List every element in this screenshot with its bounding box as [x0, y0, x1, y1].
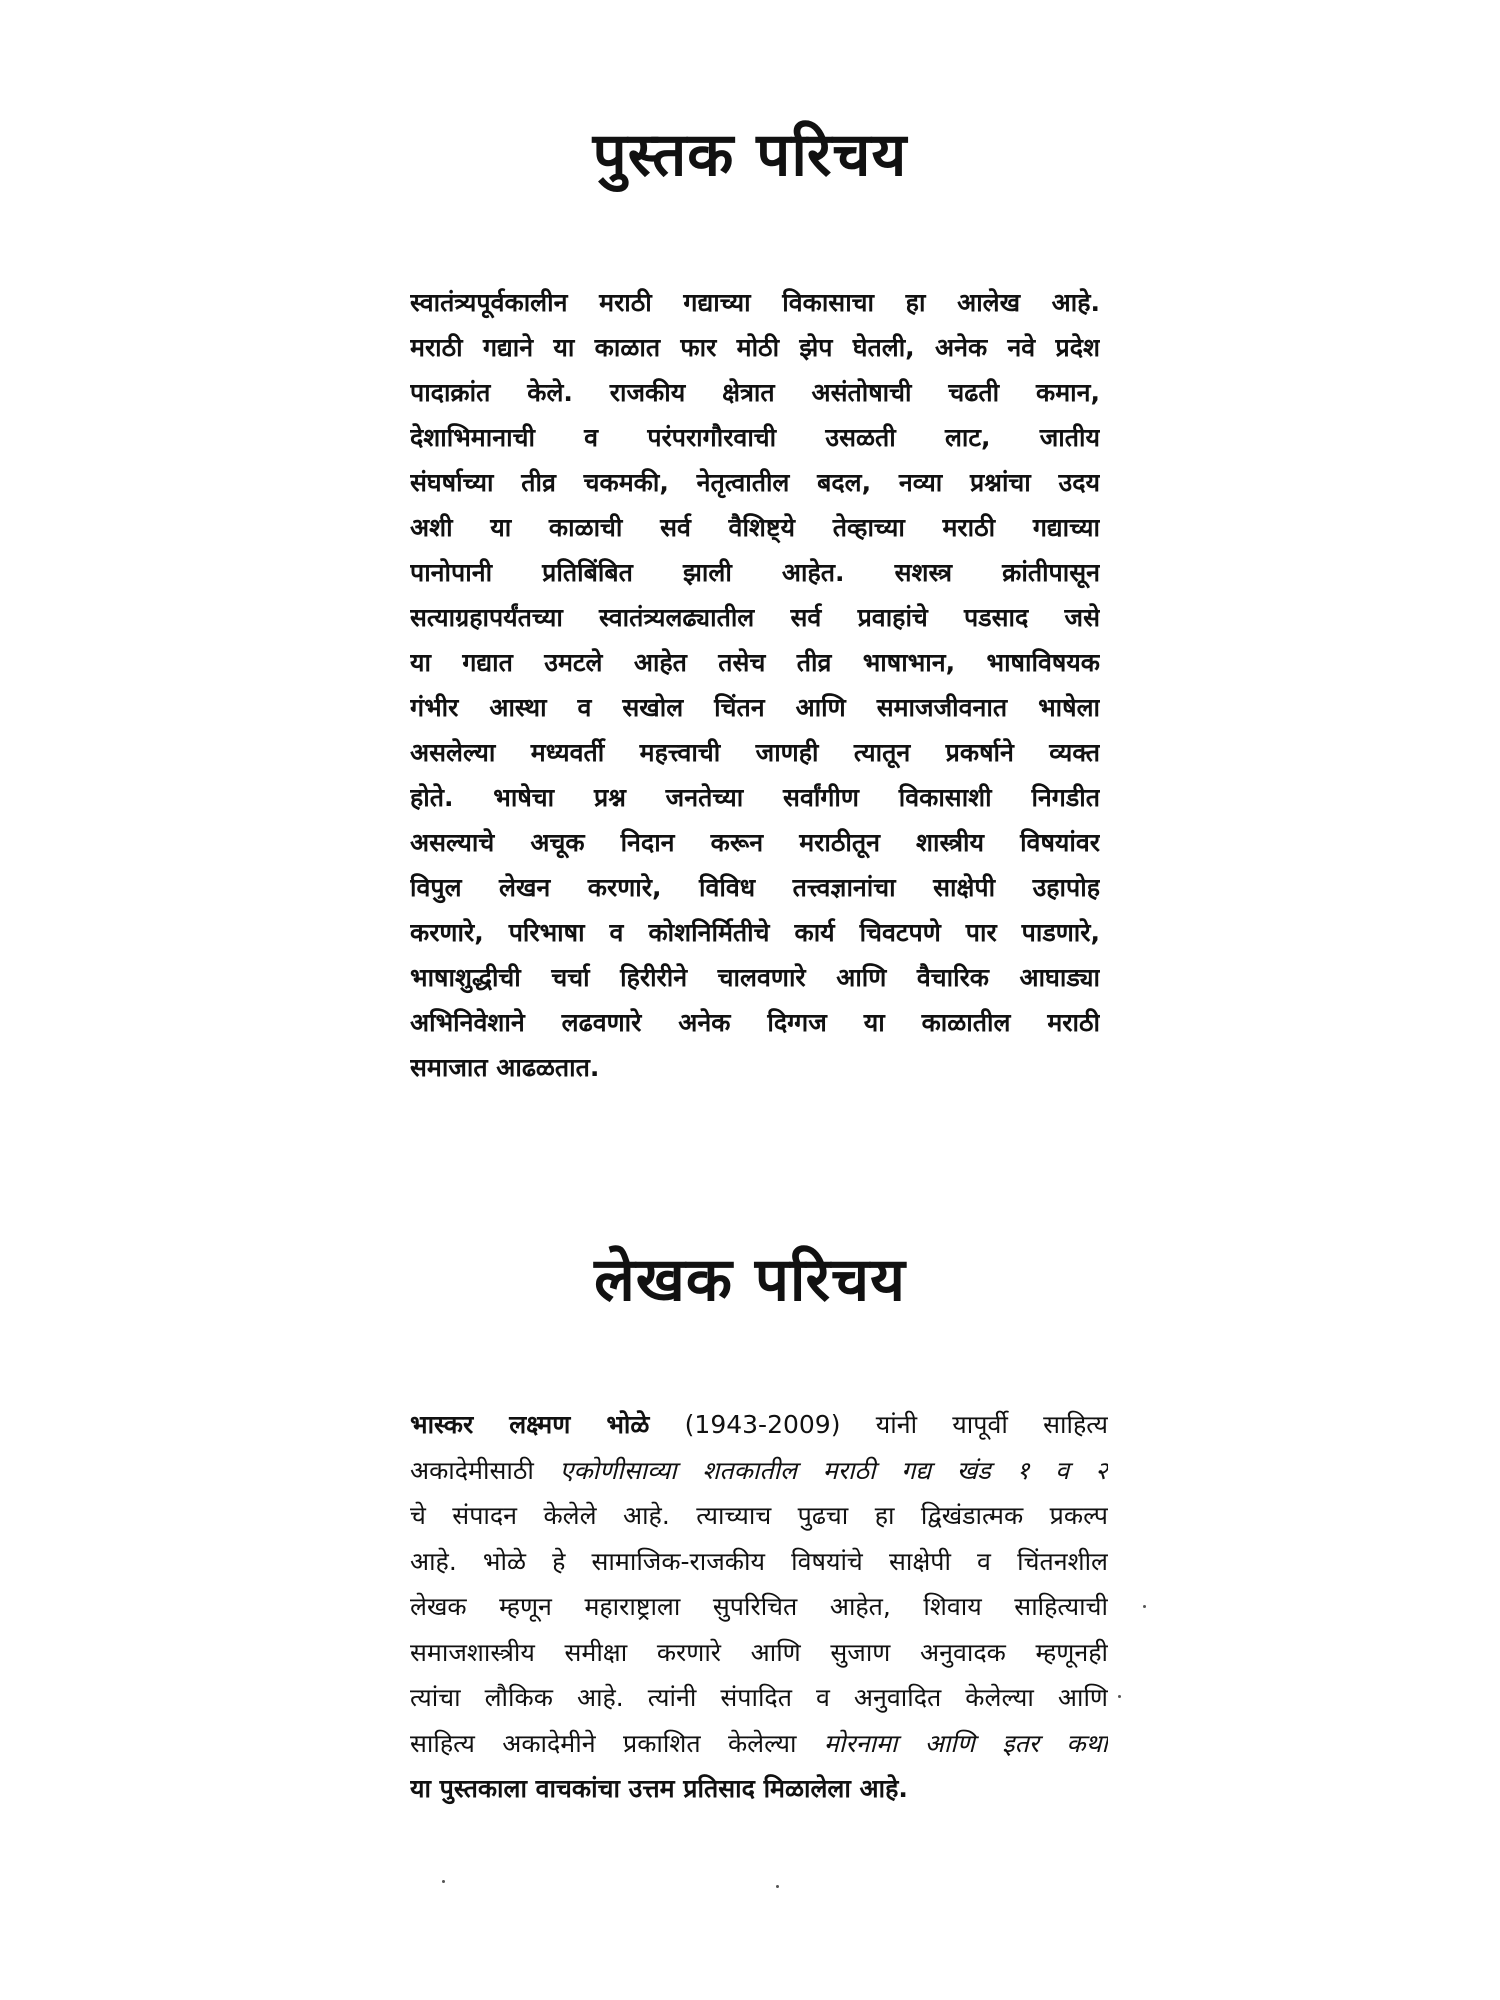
- author-intro-line: [410, 1721, 1108, 1767]
- author-intro-heading: लेखक परिचय: [594, 1245, 906, 1315]
- author-intro-text: अकादेमीसाठी: [410, 1455, 560, 1485]
- book-intro-heading: पुस्तक परिचय: [592, 120, 908, 190]
- book-intro-line: करणारे, परिभाषा व कोशनिर्मितीचे कार्य चिवटपणे पार पाडणारे,: [410, 918, 1100, 947]
- book-title-italic: एकोणीसाव्या शतकातील मराठी गद्य खंड १ व २: [559, 1455, 1108, 1485]
- book-intro-line: सत्याग्रहापर्यंतच्या स्वातंत्र्यलढ्यातील सर्व प्रवाहांचे पडसाद जसे: [410, 603, 1100, 632]
- book-intro-line: देशाभिमानाची व परंपरागौरवाची उसळती लाट, जातीय: [410, 423, 1100, 452]
- book-intro-line: मराठी गद्याने या काळात फार मोठी झेप घेतली, अनेक नवे प्रदेश: [410, 333, 1100, 362]
- author-intro-paragraph: [410, 1402, 1108, 1812]
- scan-speck: [776, 1885, 779, 1888]
- book-intro-line: अशी या काळाची सर्व वैशिष्ट्ये तेव्हाच्या मराठी गद्याच्या: [410, 513, 1100, 542]
- book-intro-line: स्वातंत्र्यपूर्वकालीन मराठी गद्याच्या विकासाचा हा आलेख आहे.: [410, 288, 1100, 317]
- book-intro-line: असलेल्या मध्यवर्ती महत्त्वाची जाणही त्यातून प्रकर्षाने व्यक्त: [410, 738, 1100, 767]
- scan-speck: [1118, 1695, 1121, 1698]
- scan-speck: [1143, 1605, 1146, 1608]
- author-intro-line: चे संपादन केलेले आहे. त्याच्याच पुढचा हा द्विखंडात्मक प्रकल्प: [410, 1501, 1108, 1530]
- scan-speck: [442, 1880, 445, 1883]
- book-intro-line: विपुल लेखन करणारे, विविध तत्त्वज्ञानांचा साक्षेपी उहापोह: [410, 873, 1100, 902]
- book-intro-line: होते. भाषेचा प्रश्न जनतेच्या सर्वांगीण विकासाशी निगडीत: [410, 783, 1100, 812]
- book-intro-line: समाजात आढळतात.: [410, 1053, 600, 1082]
- author-intro-line: [410, 1448, 1108, 1494]
- book-intro-line: अभिनिवेशाने लढवणारे अनेक दिग्गज या काळातील मराठी: [410, 1008, 1100, 1037]
- book-intro-line: या गद्यात उमटले आहेत तसेच तीव्र भाषाभान, भाषाविषयक: [410, 648, 1100, 677]
- book-intro-line: पादाक्रांत केले. राजकीय क्षेत्रात असंतोषाची चढती कमान,: [410, 378, 1100, 407]
- author-intro-line: लेखक म्हणून महाराष्ट्राला सुपरिचित आहेत, शिवाय साहित्याची: [410, 1592, 1108, 1621]
- author-intro-line: त्यांचा लौकिक आहे. त्यांनी संपादित व अनुवादित केलेल्या आणि: [410, 1683, 1108, 1712]
- author-dates-text: (1943-2009) यांनी यापूर्वी साहित्य: [649, 1410, 1108, 1439]
- author-intro-line: आहे. भोळे हे सामाजिक-राजकीय विषयांचे साक्षेपी व चिंतनशील: [410, 1546, 1108, 1576]
- author-name: भास्कर लक्ष्मण भोळे: [410, 1410, 650, 1439]
- book-intro-line: असल्याचे अचूक निदान करून मराठीतून शास्त्रीय विषयांवर: [410, 828, 1100, 857]
- book-intro-line: पानोपानी प्रतिबिंबित झाली आहेत. सशस्त्र क्रांतीपासून: [410, 558, 1100, 587]
- book-intro-paragraph: [410, 280, 1100, 1090]
- author-intro-text: साहित्य अकादेमीने प्रकाशित केलेल्या: [410, 1728, 824, 1758]
- book-intro-line: संघर्षाच्या तीव्र चकमकी, नेतृत्वातील बदल, नव्या प्रश्नांचा उदय: [410, 468, 1100, 497]
- author-intro-line: समाजशास्त्रीय समीक्षा करणारे आणि सुजाण अनुवादक म्हणूनही: [410, 1637, 1108, 1667]
- author-intro-line: या पुस्तकाला वाचकांचा उत्तम प्रतिसाद मिळालेला आहे.: [410, 1774, 908, 1803]
- author-intro-line: [410, 1402, 1108, 1448]
- book-title-italic: मोरनामा आणि इतर कथा: [823, 1728, 1108, 1758]
- book-intro-line: भाषाशुद्धीची चर्चा हिरीरीने चालवणारे आणि वैचारिक आघाड्या: [410, 963, 1100, 992]
- book-intro-line: गंभीर आस्था व सखोल चिंतन आणि समाजजीवनात भाषेला: [410, 693, 1100, 722]
